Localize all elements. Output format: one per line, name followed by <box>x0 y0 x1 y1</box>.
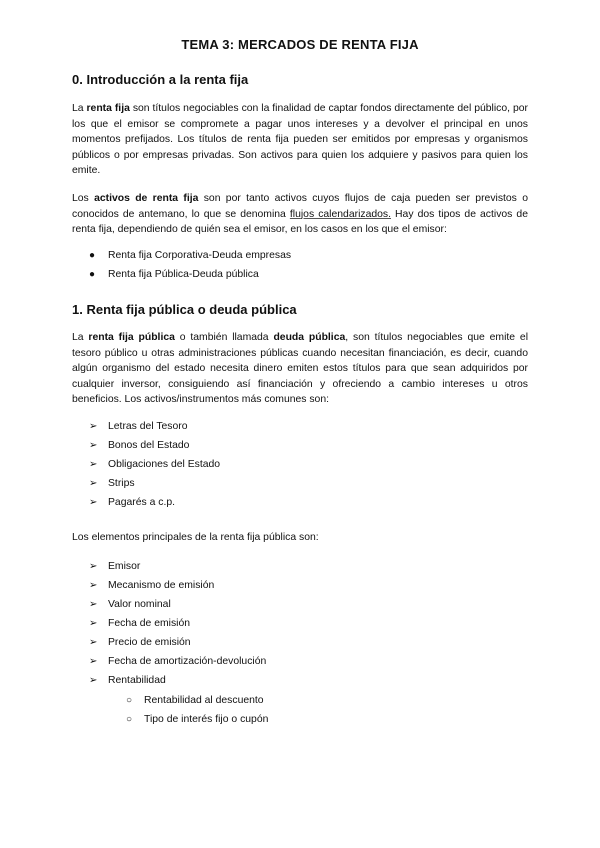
list-item: Obligaciones del Estado <box>108 459 221 470</box>
section-1-paragraph-2: Los elementos principales de la renta fija pública son: <box>72 532 319 543</box>
circle-bullet-icon: ○ <box>126 695 133 706</box>
list-item: Bonos del Estado <box>108 440 190 451</box>
list-item: Strips <box>108 478 135 489</box>
circle-bullet-icon: ○ <box>126 714 133 725</box>
list-item: Fecha de amortización-devolución <box>108 656 267 667</box>
sub-list-item: Tipo de interés fijo o cupón <box>144 714 269 725</box>
term-renta-fija-publica: renta fija pública <box>88 332 175 343</box>
sub-list-item: Rentabilidad al descuento <box>144 695 264 706</box>
section-0-paragraph-2: Los activos de renta fija son por tanto activos cuyos flujos de caja pueden ser previstos o conocidos de antemano, lo que se denomina flujos calendarizados. Hay dos tipos de activos de renta fija, dependiendo de quién sea el emisor, en los casos en los que el emisor: <box>72 193 528 236</box>
list-item: Precio de emisión <box>108 637 191 648</box>
term-deuda-publica: deuda pública <box>273 332 346 343</box>
bullet-icon: ● <box>89 269 96 280</box>
section-1-paragraph-1: La renta fija pública o también llamada deuda pública, son títulos negociables que emite el tesoro público u otras administraciones públicas cuando necesitan financiación, es decir, cuando algún organismo del estado necesita dinero emiten estos títulos para que sean adquiridos por cualquier inversor, consiguiendo así financiación y ofreciendo a cambio intereses u otros beneficios. Los activos/instrumentos más comunes son: <box>72 332 528 406</box>
section-1-heading: 1. Renta fija pública o deuda pública <box>72 302 297 317</box>
arrow-bullet-icon: ➢ <box>89 478 98 489</box>
list-item: Renta fija Pública-Deuda pública <box>108 269 259 280</box>
section-0-paragraph-1: La renta fija son títulos negociables con la finalidad de captar fondos directamente del público, por los que el emisor se compromete a pagar unos intereses y a devolver el principal en unos momentos prefijados. Los títulos de renta fija pueden ser emitidos por empresas y organismos públicos o por empresas privadas. Son activos para quien los adquiere y pasivos para quien los emite. <box>72 103 528 177</box>
arrow-bullet-icon: ➢ <box>89 675 98 686</box>
list-item: Emisor <box>108 561 141 572</box>
arrow-bullet-icon: ➢ <box>89 656 98 667</box>
term-activos-renta-fija: activos de renta fija <box>94 193 199 204</box>
section-0-heading: 0. Introducción a la renta fija <box>72 72 249 87</box>
term-renta-fija: renta fija <box>86 103 130 114</box>
arrow-bullet-icon: ➢ <box>89 599 98 610</box>
list-item: Pagarés a c.p. <box>108 497 176 508</box>
arrow-bullet-icon: ➢ <box>89 561 98 572</box>
arrow-bullet-icon: ➢ <box>89 618 98 629</box>
arrow-bullet-icon: ➢ <box>89 459 98 470</box>
bullet-icon: ● <box>89 250 96 261</box>
list-item: Letras del Tesoro <box>108 421 188 432</box>
list-item: Valor nominal <box>108 599 171 610</box>
document-title: TEMA 3: MERCADOS DE RENTA FIJA <box>181 37 419 52</box>
list-item: Renta fija Corporativa-Deuda empresas <box>108 250 292 261</box>
arrow-bullet-icon: ➢ <box>89 637 98 648</box>
list-item: Rentabilidad <box>108 675 166 686</box>
arrow-bullet-icon: ➢ <box>89 497 98 508</box>
list-item: Fecha de emisión <box>108 618 191 629</box>
arrow-bullet-icon: ➢ <box>89 580 98 591</box>
arrow-bullet-icon: ➢ <box>89 421 98 432</box>
arrow-bullet-icon: ➢ <box>89 440 98 451</box>
underlined-term: flujos calendarizados. <box>289 208 391 220</box>
list-item: Mecanismo de emisión <box>108 580 215 591</box>
